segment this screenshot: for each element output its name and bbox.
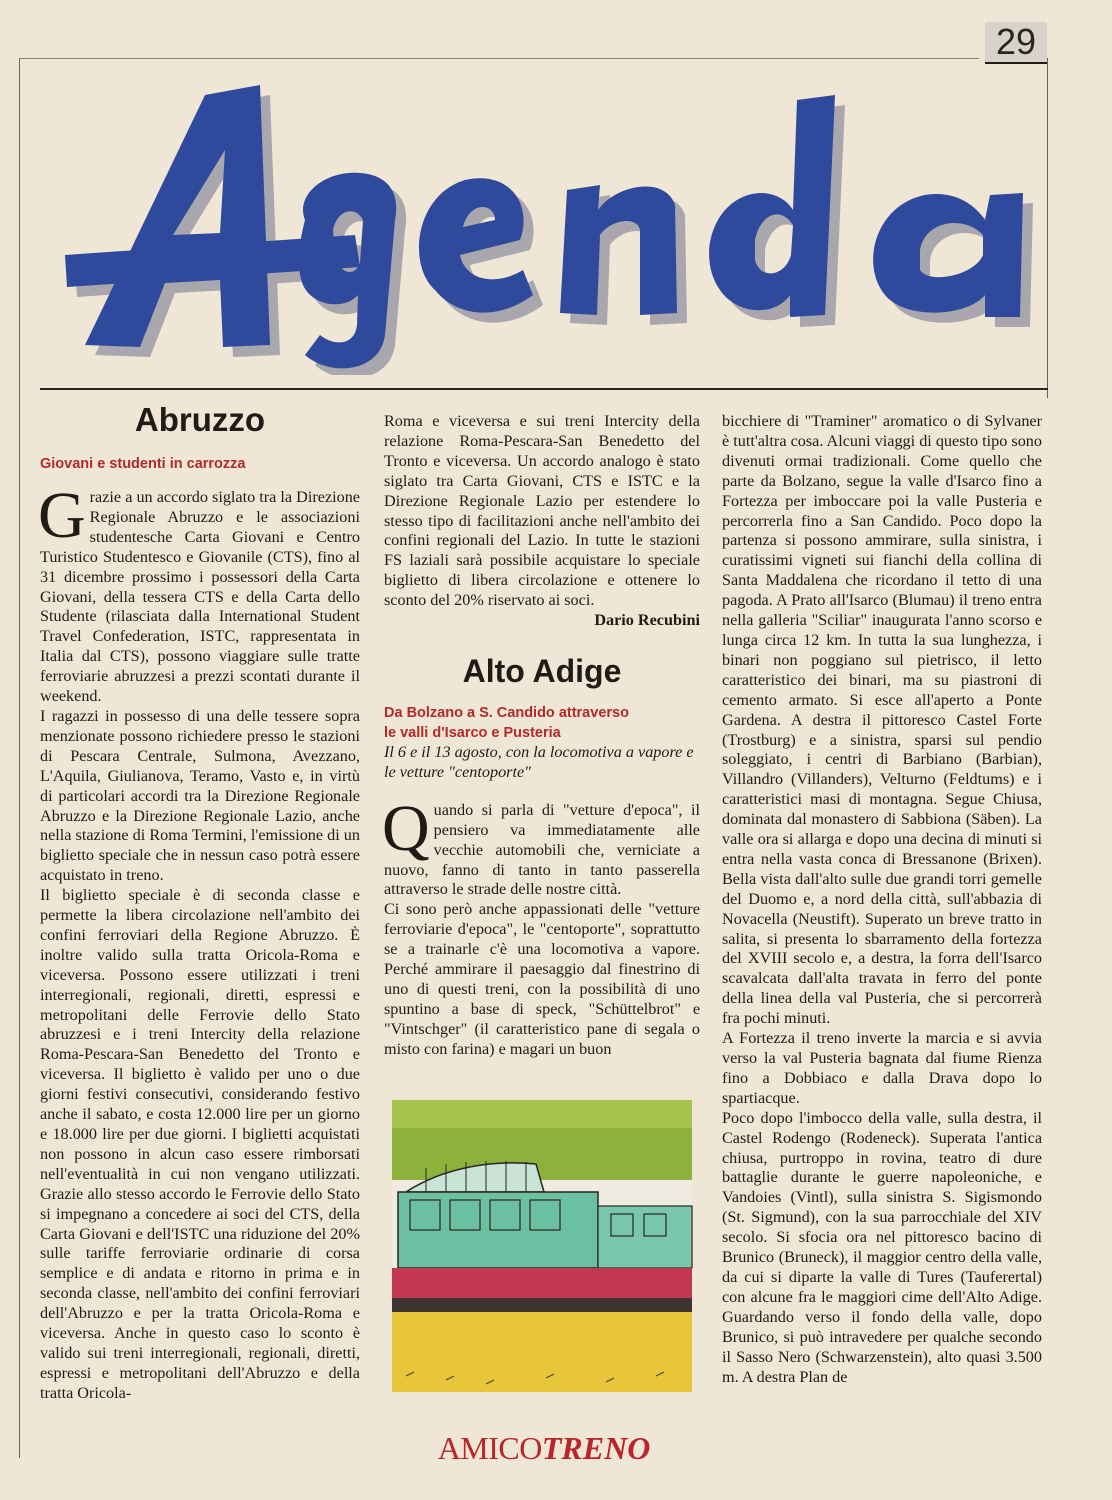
amicotreno-logo bbox=[434, 1428, 654, 1468]
train-dark-band bbox=[392, 1298, 692, 1312]
alto-adige-paragraph-4: A Fortezza il treno inverte la marcia e si avvia verso la val Pusteria bagnata dal fiume Rienza fino a Dobbiaco e dalla Drava dopo lo spartiacque. bbox=[722, 1029, 1042, 1107]
train-illustration bbox=[386, 1096, 698, 1416]
train-body-right bbox=[598, 1206, 692, 1268]
alto-adige-standfirst: Il 6 e il 13 agosto, con la locomotiva a vapore e le vetture "centoporte" bbox=[384, 742, 694, 781]
train-red-stripe bbox=[392, 1268, 692, 1298]
section-title-alto-adige: Alto Adige bbox=[462, 652, 622, 689]
section-title-abruzzo: Abruzzo bbox=[134, 401, 266, 438]
abruzzo-paragraph-3: Il biglietto speciale è di seconda classe e permette la libera circolazione nell'ambito dei confini ferroviari della Regione Abruzzo. È inoltre valido sulla tratta Oricola-Roma e viceversa. Possono essere utilizzati i treni interregionali, regionali, diretti, espressi e metropolitani delle Ferrovie dello Stato abruzzesi e i treni Intercity della relazione Roma-Pescara-San Benedetto del Tronto e viceversa. Il biglietto è valido per uno o due giorni festivi consecutivi, considerando festivo anche il sabato, e costa 12.000 lire per un giorno e 18.000 lire per due giorni. I biglietti acquistati non possono in alcun caso essere rimborsati nell'eventualità in cui non vengano utilizzati. Grazie allo stesso accordo le Ferrovie dello Stato si impegnano a concedere ai soci del CTS, della Carta Giovani e dell'ISTC una riduzione del 20% sulle tariffe ferroviarie ordinarie di corsa semplice e di andata e ritorno in prima e in seconda classe, nell'ambito dei confini ferroviari dell'Abruzzo e per la tratta Oricola-Roma e viceversa. Anche in questo caso lo sconto è valido sui treni interregionali, regionali, diretti, espressi e metropolitani dell'Abruzzo e della tratta Oricola- bbox=[40, 886, 360, 1402]
alto-adige-paragraph-1: Quando si parla di "vetture d'epoca", il pensiero va immediatamente alle vecchie automobili che, verniciate a nuovo, fanno di tanto in tanto passerella attraverso le strade delle nostre città. bbox=[382, 791, 700, 899]
agenda-lettering bbox=[65, 85, 1023, 368]
illustration-ground bbox=[392, 1312, 692, 1392]
abruzzo-paragraph-2: I ragazzi in possesso di una delle tessere sopra menzionate possono richiedere presso le stazioni di Pescara Centrale, Sulmona, Avezzano, L'Aquila, Giulianova, Teramo, Vasto e, in virtù di particolari accordi tra la Direzione Regionale Abruzzo e la Direzione Regionale Lazio, anche nella stazione di Roma Termini, l'emissione di un biglietto speciale che in nessun caso potrà essere acquistato in treno. bbox=[40, 706, 360, 885]
abruzzo-paragraph-1: Grazie a un accordo siglato tra la Direzione Regionale Abruzzo e le associazioni studentesche Carta Giovani e Centro Turistico Studentesco e Giovanile (CTS), fino al 31 dicembre prossimo i possessori della Carta Giovani, della tessera CTS e della Carta dello Studente (rilasciata dalla International Student Travel Confederation, ISTC, rappresentata in Italia dal CTS), possono viaggiare sulle tratte ferroviarie abruzzesi a prezzi scontati durante il weekend. bbox=[38, 479, 360, 706]
abruzzo-byline: Dario Recubini bbox=[594, 611, 700, 630]
abruzzo-dropcap: G bbox=[38, 479, 86, 552]
illustration-sky-top bbox=[392, 1100, 692, 1128]
alto-adige-dropcap: Q bbox=[382, 791, 430, 865]
alto-adige-paragraph-2: Ci sono però anche appassionati delle "vetture ferroviarie d'epoca", le "centoporte", soprattutto se a trainarle c'è una locomotiva a vapore. Perché ammirare il paesaggio dal finestrino di uno di questi treni, con la possibilità di uno spuntino a base di speck, "Schüttelbrot" e "Vintschger" (il caratteristico pane di segala o misto con farina) e magari un buon bbox=[384, 900, 700, 1058]
logo-treno: TRENO bbox=[541, 1430, 651, 1466]
abruzzo-subhead: Giovani e studenti in carrozza bbox=[40, 456, 246, 472]
abruzzo-paragraph-4: Roma e viceversa e sui treni Intercity della relazione Roma-Pescara-San Benedetto del Tronto e viceversa. Un accordo analogo è stato siglato tra Carta Giovani, CTS e ISTC e la Direzione Regionale Lazio per estendere lo stesso tipo di facilitazioni anche nell'ambito dei confini regionali del Lazio. In tutte le stazioni FS laziali sarà possibile acquistare lo speciale biglietto di libera circolazione e ottenere lo sconto del 20% riservato ai soci. bbox=[384, 412, 700, 610]
left-margin-rule bbox=[19, 58, 20, 1458]
alto-adige-paragraph-3: bicchiere di "Traminer" aromatico o di Sylvaner è tutt'altra cosa. Alcuni viaggi di questo tipo sono divenuti ormai tradizionali. Come quello che parte da Bolzano, segue la valle d'Isarco fino a Fortezza per imboccare poi la valle Pusteria e percorrerla fino a San Candido. Poco dopo la partenza si possono ammirare, sulla sinistra, i curatissimi vigneti sui fianchi della collina di Santa Maddalena che ricordano il tetto di una pagoda. A Prato all'Isarco (Blumau) il treno entra nella galleria "Sciliar" inaugurata l'anno scorso e lunga circa 12 km. In tutta la sua lunghezza, i binari non poggiano sul pietrisco, il letto caratteristico dei binari, ma su piastroni di cemento armato. Si esce all'aperto a Ponte Gardena. A destra il pittoresco Castel Forte (Trostburg) e a sinistra, sparsi sul pendio soleggiato, i centri di Barbiano (Barbian), Villandro (Villanders), Velturno (Feldtums) e i caratteristici masi di montagna. Segue Chiusa, dominata dal monastero di Sabbiona (Säben). La valle ora si allarga e dopo una decina di minuti si entra nella vasta conca di Bressanone (Brixen). Bella vista dall'alto sulle due grandi torri gemelle del Duomo e, a nord della città, sull'abbazia di Novacella (Neustift). Superato un breve tratto in salita, si presenta lo sbarramento della fortezza del XVIII secolo e, a destra, la forra dell'Isarco scavalcata dall'alta travata in ferro del ponte della linea della val Pusteria, che si percorrerà fra pochi minuti. bbox=[722, 412, 1042, 1028]
agenda-banner bbox=[55, 55, 1055, 375]
alto-adige-subhead-line-2: le valli d'Isarco e Pusteria bbox=[384, 724, 561, 741]
banner-underline bbox=[40, 388, 1048, 390]
alto-adige-paragraph-5: Poco dopo l'imbocco della valle, sulla destra, il Castel Rodengo (Rodeneck). Superata l'antica chiusa, purtroppo in rovina, teatro di dure battaglie durante le guerre napoleoniche, e Vandoies (Vintl), sulla sinistra S. Sigismondo (St. Sigmund), con la sua parrocchiale del XIV secolo. Si sfocia ora nel pittoresco bacino di Brunico (Bruneck), il maggior centro della valle, da cui si diparte la valle di Tures (Tauferertal) con alcune fra le maggiori cime dell'Alto Adige. Guardando verso il fondo della valle, dopo Brunico, si può intravedere per qualche secondo il Sasso Nero (Schwarzenstein), alto quasi 3.500 m. A destra Plan de bbox=[722, 1108, 1042, 1386]
column-2 bbox=[384, 412, 700, 1060]
column-3 bbox=[722, 412, 1042, 1387]
alto-adige-subhead-line-1: Da Bolzano a S. Candido attraverso bbox=[384, 704, 629, 721]
column-1 bbox=[40, 400, 360, 1404]
logo-amico: AMICO bbox=[437, 1430, 542, 1466]
page-number: 29 bbox=[985, 22, 1047, 64]
